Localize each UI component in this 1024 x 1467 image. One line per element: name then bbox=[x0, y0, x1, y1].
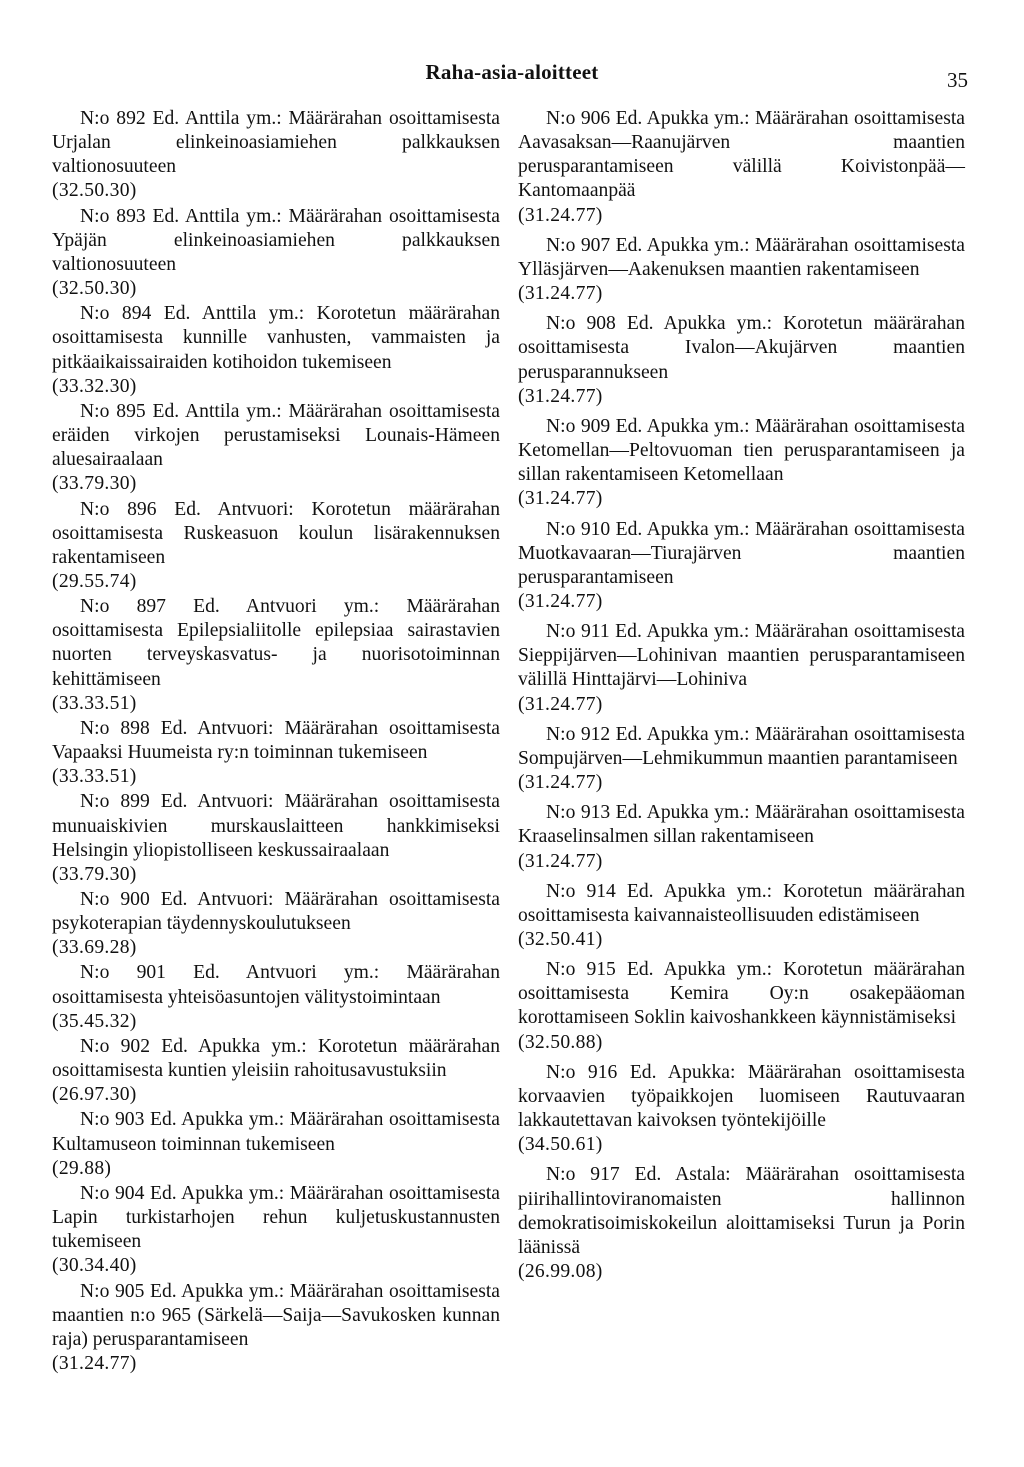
budget-code: (29.88) bbox=[52, 1157, 112, 1179]
motion-entry bbox=[52, 595, 500, 716]
motion-text: N:o 911 Ed. Apukka ym.: Määrärahan osoittamisesta Sieppijärven—Lohinivan maantien perusparantamiseen välillä Hinttajärvi—Lohiniva bbox=[518, 621, 965, 691]
motion-text: N:o 908 Ed. Apukka ym.: Korotetun määrärahan osoittamisesta Ivalon—Akujärven maantien perusparannukseen bbox=[518, 313, 965, 383]
budget-code: (32.50.30) bbox=[52, 278, 137, 300]
motion-text: N:o 916 Ed. Apukka: Määrärahan osoittamisesta korvaavien työpaikkojen luomiseen Rautuvaaran lakkautettavan kaivoksen työntekijöille bbox=[518, 1061, 965, 1132]
motion-entry bbox=[518, 723, 965, 795]
budget-code: (31.24.77) bbox=[518, 693, 603, 715]
budget-code: (33.69.28) bbox=[52, 937, 137, 959]
budget-code: (32.50.30) bbox=[52, 180, 137, 202]
budget-code: (26.97.30) bbox=[52, 1084, 137, 1106]
motion-entry bbox=[52, 1035, 500, 1107]
motion-text: N:o 905 Ed. Apukka ym.: Määrärahan osoittamisesta maantien n:o 965 (Särkelä—Saija—Savukosken kunnan raja) perusparantamiseen bbox=[52, 1280, 500, 1350]
budget-code: (33.33.51) bbox=[52, 692, 137, 714]
motion-text: N:o 899 Ed. Antvuori: Määrärahan osoittamisesta munuaiskivien murskauslaitteen hankkimiseksi Helsingin yliopistolliseen keskussairaalaan bbox=[52, 791, 500, 861]
right-column bbox=[518, 107, 965, 1290]
page-number: 35 bbox=[947, 68, 968, 92]
motion-entry bbox=[518, 107, 965, 228]
budget-code: (33.79.30) bbox=[52, 863, 137, 885]
motion-entry bbox=[52, 400, 500, 497]
motion-entry bbox=[518, 234, 965, 306]
motion-text: N:o 903 Ed. Apukka ym.: Määrärahan osoittamisesta Kultamuseon toiminnan tukemiseen bbox=[52, 1109, 500, 1155]
motion-entry bbox=[52, 790, 500, 887]
motion-text: N:o 896 Ed. Antvuori: Korotetun määrärahan osoittamisesta Ruskeasuon koulun lisärakennuksen rakentamiseen bbox=[52, 498, 500, 568]
motion-entry bbox=[52, 107, 500, 204]
budget-code: (31.24.77) bbox=[518, 590, 603, 612]
budget-code: (26.99.08) bbox=[518, 1261, 603, 1283]
motion-entry bbox=[52, 1280, 500, 1377]
motion-text: N:o 894 Ed. Anttila ym.: Korotetun määrärahan osoittamisesta kunnille vanhusten, vammaisten ja pitkäaikaissairaiden kotihoidon tukemiseen bbox=[52, 303, 500, 373]
running-title: Raha-asia-aloitteet bbox=[425, 60, 599, 84]
motion-text: N:o 901 Ed. Antvuori ym.: Määrärahan osoittamisesta yhteisöasuntojen välitystoimintaan bbox=[52, 962, 500, 1008]
motion-text: N:o 907 Ed. Apukka ym.: Määrärahan osoittamisesta Ylläsjärven—Aakenuksen maantien rakentamiseen bbox=[518, 234, 965, 280]
motion-entry bbox=[518, 415, 965, 512]
budget-code: (33.32.30) bbox=[52, 375, 137, 397]
motion-entry bbox=[52, 717, 500, 789]
motion-entry bbox=[52, 1182, 500, 1279]
motion-entry bbox=[52, 498, 500, 595]
motion-entry bbox=[52, 1108, 500, 1180]
budget-code: (31.24.77) bbox=[518, 283, 603, 305]
running-header bbox=[0, 60, 1024, 90]
motion-text: N:o 902 Ed. Apukka ym.: Korotetun määrärahan osoittamisesta kuntien yleisiin rahoitusavustuksiin bbox=[52, 1035, 500, 1082]
motion-entry bbox=[518, 958, 965, 1055]
budget-code: (31.24.77) bbox=[518, 488, 603, 510]
motion-entry bbox=[518, 880, 965, 952]
left-column bbox=[52, 107, 500, 1377]
budget-code: (31.24.77) bbox=[518, 385, 603, 407]
motion-text: N:o 906 Ed. Apukka ym.: Määrärahan osoittamisesta Aavasaksan—Raanujärven maantien perusparantamiseen välillä Koivistonpää—Kantomaanpää bbox=[518, 108, 965, 202]
motion-text: N:o 917 Ed. Astala: Määrärahan osoittamisesta piirihallintoviranomaisten hallinnon demokratisoimiskokeilun aloittamiseksi Turun ja Porin läänissä bbox=[518, 1164, 965, 1258]
motion-text: N:o 912 Ed. Apukka ym.: Määrärahan osoittamisesta Sompujärven—Lehmikummun maantien parantamiseen bbox=[518, 723, 965, 769]
motion-text: N:o 904 Ed. Apukka ym.: Määrärahan osoittamisesta Lapin turkistarhojen rehun kuljetuskustannusten tukemiseen bbox=[52, 1182, 500, 1253]
motion-entry bbox=[518, 312, 965, 409]
budget-code: (29.55.74) bbox=[52, 570, 137, 592]
motion-text: N:o 897 Ed. Antvuori ym.: Määrärahan osoittamisesta Epilepsialiitolle epilepsiaa sairastavien nuorten terveyskasvatus- ja nuorisotoiminnan kehittämiseen bbox=[52, 596, 500, 690]
motion-entry bbox=[52, 961, 500, 1033]
motion-entry bbox=[52, 302, 500, 399]
motion-text: N:o 910 Ed. Apukka ym.: Määrärahan osoittamisesta Muotkavaaran—Tiurajärven maantien perusparantamiseen bbox=[518, 518, 965, 588]
motion-entry bbox=[518, 620, 965, 717]
motion-entry bbox=[52, 888, 500, 960]
motion-text: N:o 892 Ed. Anttila ym.: Määrärahan osoittamisesta Urjalan elinkeinoasiamiehen palkkauksen valtionosuuteen bbox=[52, 108, 500, 178]
motion-text: N:o 909 Ed. Apukka ym.: Määrärahan osoittamisesta Ketomellan—Peltovuoman tien perusparantamiseen ja sillan rakentamiseen Ketomellaan bbox=[518, 415, 965, 486]
budget-code: (33.79.30) bbox=[52, 473, 137, 495]
motion-text: N:o 900 Ed. Antvuori: Määrärahan osoittamisesta psykoterapian täydennyskoulutukseen bbox=[52, 889, 500, 935]
budget-code: (31.24.77) bbox=[518, 850, 603, 872]
motion-text: N:o 913 Ed. Apukka ym.: Määrärahan osoittamisesta Kraaselinsalmen sillan rakentamiseen bbox=[518, 802, 965, 848]
motion-text: N:o 898 Ed. Antvuori: Määrärahan osoittamisesta Vapaaksi Huumeista ry:n toiminnan tukemiseen bbox=[52, 717, 500, 764]
motion-entry bbox=[518, 1163, 965, 1284]
motion-text: N:o 893 Ed. Anttila ym.: Määrärahan osoittamisesta Ypäjän elinkeinoasiamiehen palkkauksen valtionosuuteen bbox=[52, 205, 500, 275]
motion-text: N:o 914 Ed. Apukka ym.: Korotetun määrärahan osoittamisesta kaivannaisteollisuuden edistämiseen bbox=[518, 880, 965, 926]
motion-text: N:o 915 Ed. Apukka ym.: Korotetun määrärahan osoittamisesta Kemira Oy:n osakepääoman korottamiseen Soklin kaivoshankkeen käynnistämiseksi bbox=[518, 959, 965, 1029]
budget-code: (30.34.40) bbox=[52, 1255, 137, 1277]
budget-code: (32.50.88) bbox=[518, 1031, 603, 1053]
budget-code: (31.24.77) bbox=[518, 204, 603, 226]
motion-entry bbox=[518, 1061, 965, 1158]
motion-entry bbox=[518, 801, 965, 873]
budget-code: (31.24.77) bbox=[52, 1352, 137, 1374]
motion-entry bbox=[52, 205, 500, 302]
motion-text: N:o 895 Ed. Anttila ym.: Määrärahan osoittamisesta eräiden virkojen perustamiseksi Lounais-Hämeen aluesairaalaan bbox=[52, 400, 500, 471]
budget-code: (33.33.51) bbox=[52, 766, 137, 788]
budget-code: (34.50.61) bbox=[518, 1134, 603, 1156]
motion-entry bbox=[518, 518, 965, 615]
budget-code: (32.50.41) bbox=[518, 929, 603, 950]
budget-code: (35.45.32) bbox=[52, 1010, 137, 1032]
budget-code: (31.24.77) bbox=[518, 772, 603, 794]
